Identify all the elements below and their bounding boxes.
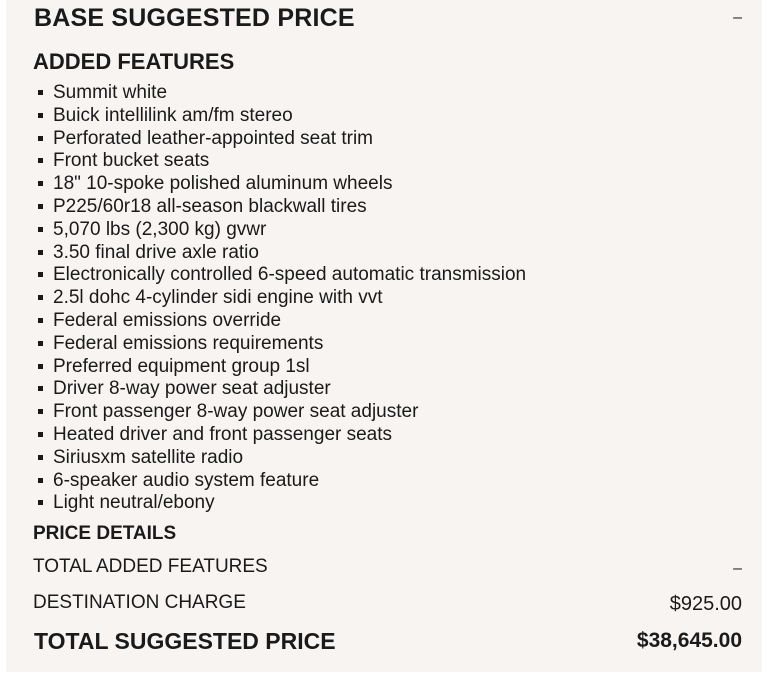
feature-list-item — [37, 150, 526, 173]
square-bullet-icon — [38, 364, 43, 369]
feature-list-item — [37, 378, 526, 401]
feature-label: Driver 8-way power seat adjuster — [53, 378, 331, 400]
square-bullet-icon — [38, 272, 43, 277]
square-bullet-icon — [38, 158, 43, 163]
feature-label: Light neutral/ebony — [53, 492, 215, 514]
total-added-features-label: TOTAL ADDED FEATURES — [33, 556, 268, 577]
square-bullet-icon — [38, 295, 43, 300]
feature-list-item — [37, 401, 526, 424]
feature-list-item — [37, 128, 526, 151]
feature-label: 5,070 lbs (2,300 kg) gvwr — [53, 218, 267, 240]
added-features-heading: ADDED FEATURES — [33, 49, 235, 74]
feature-label: P225/60r18 all-season blackwall tires — [53, 195, 367, 217]
square-bullet-icon — [38, 500, 43, 505]
feature-label: Electronically controlled 6-speed automatic transmission — [53, 264, 527, 286]
square-bullet-icon — [38, 318, 43, 323]
feature-list-item — [37, 219, 526, 242]
feature-label: Front passenger 8-way power seat adjuster — [53, 401, 419, 423]
feature-list-item — [37, 242, 526, 265]
square-bullet-icon — [38, 227, 43, 232]
base-suggested-price-title: BASE SUGGESTED PRICE — [34, 4, 355, 32]
total-suggested-price-label: TOTAL SUGGESTED PRICE — [34, 628, 336, 654]
square-bullet-icon — [38, 136, 43, 141]
collapse-toggle[interactable]: – — [733, 9, 742, 26]
square-bullet-icon — [38, 204, 43, 209]
feature-label: 6-speaker audio system feature — [53, 469, 320, 491]
feature-list-item — [37, 173, 526, 196]
feature-list-item — [37, 82, 526, 105]
square-bullet-icon — [38, 341, 43, 346]
price-summary-panel — [6, 0, 762, 672]
feature-list-item — [37, 333, 526, 356]
price-details-heading: PRICE DETAILS — [33, 523, 177, 544]
square-bullet-icon — [38, 90, 43, 95]
feature-list-item — [37, 310, 526, 333]
square-bullet-icon — [38, 386, 43, 391]
feature-label: Front bucket seats — [53, 150, 210, 172]
square-bullet-icon — [38, 250, 43, 255]
total-suggested-price-value: $38,645.00 — [636, 629, 742, 652]
feature-label: Federal emissions requirements — [53, 332, 324, 354]
added-features-list — [37, 82, 526, 515]
square-bullet-icon — [38, 113, 43, 118]
square-bullet-icon — [38, 409, 43, 414]
feature-label: Federal emissions override — [53, 309, 282, 331]
square-bullet-icon — [38, 181, 43, 186]
feature-list-item — [37, 492, 526, 515]
feature-label: 2.5l dohc 4-cylinder sidi engine with vvt — [53, 287, 383, 309]
feature-label: Siriusxm satellite radio — [53, 446, 244, 468]
feature-list-item — [37, 447, 526, 470]
feature-label: 18" 10-spoke polished aluminum wheels — [53, 173, 393, 195]
feature-label: Buick intellilink am/fm stereo — [53, 104, 293, 126]
feature-list-item — [37, 356, 526, 379]
feature-list-item — [37, 264, 526, 287]
feature-label: 3.50 final drive axle ratio — [53, 241, 259, 263]
feature-list-item — [37, 424, 526, 447]
destination-charge-value: $925.00 — [669, 593, 742, 615]
square-bullet-icon — [38, 455, 43, 460]
feature-list-item — [37, 105, 526, 128]
feature-list-item — [37, 196, 526, 219]
feature-list-item — [37, 287, 526, 310]
feature-label: Preferred equipment group 1sl — [53, 355, 310, 377]
square-bullet-icon — [38, 432, 43, 437]
total-added-features-value: – — [733, 560, 742, 577]
square-bullet-icon — [38, 478, 43, 483]
feature-label: Summit white — [53, 82, 168, 103]
feature-label: Perforated leather-appointed seat trim — [53, 127, 374, 149]
destination-charge-label: DESTINATION CHARGE — [33, 592, 246, 613]
feature-list-item — [37, 470, 526, 493]
feature-label: Heated driver and front passenger seats — [53, 423, 393, 445]
